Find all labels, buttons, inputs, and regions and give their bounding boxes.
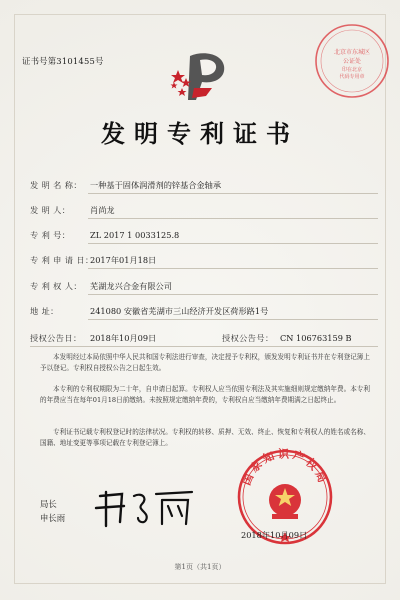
grant-publication-label: 授权公告号： <box>222 333 274 343</box>
signature-role: 局长 <box>40 499 57 509</box>
certificate-number: 证书号第3101455号 <box>22 56 104 66</box>
body-paragraph: 本发明经过本局依照中华人民共和国专利法进行审查，决定授予专利权，颁发发明专利证书并在专利登记簿上予以登记。专利权自授权公告之日起生效。 <box>40 353 370 372</box>
page-number: 第1页（共1页） <box>174 563 226 571</box>
certificate-title: 发明专利证书 <box>101 119 299 148</box>
field-value-inventor: 肖尚龙 <box>90 205 115 215</box>
field-label-patentee: 专 利 权 人： <box>30 281 82 291</box>
corner-stamp-line-4: 代码专用章 <box>339 74 365 80</box>
field-label-invention-name: 发 明 名 称： <box>30 180 82 190</box>
field-value-patentee: 芜湖龙兴合金有限公司 <box>90 281 172 291</box>
field-value-application-date: 2017年01月18日 <box>90 255 157 265</box>
field-label-patent-number: 专 利 号： <box>30 230 71 240</box>
grant-date-label: 授权公告日： <box>30 333 82 343</box>
corner-stamp-line-2: 公证处 <box>342 58 362 65</box>
body-paragraph: 本专利的专利权期限为二十年，自申请日起算。专利权人应当依照专利法及其实施细则规定缴纳年费。本专利的年费应当在每年01月18日前缴纳。未按照规定缴纳年费的，专利权自应当缴纳年费期满之日起终止。 <box>40 385 370 404</box>
field-underline <box>88 268 378 269</box>
field-underline <box>88 243 378 244</box>
field-value-invention-name: 一种基于固体润滑剂的锌基合金轴承 <box>90 180 222 190</box>
field-underline <box>88 319 378 320</box>
issue-date: 2018年10月09日 <box>241 530 308 540</box>
field-underline <box>88 294 378 295</box>
svg-text:国家知识产权局 <box>239 448 330 487</box>
field-underline <box>88 193 378 194</box>
corner-stamp <box>313 22 391 100</box>
patent-office-logo <box>170 48 232 104</box>
field-label-application-date: 专 利 申 请 日： <box>30 255 94 265</box>
grant-publication-value: CN 106763159 B <box>280 333 352 343</box>
signature-printed-name: 申长雨 <box>40 513 66 523</box>
body-paragraph: 专利证书记载专利权登记时的法律状况。专利权的转移、质押、无效、终止、恢复和专利权人的姓名或名称、国籍、地址变更等事项记载在专利登记簿上。 <box>40 428 370 447</box>
corner-stamp-line-1: 北京市东城区 <box>333 49 371 56</box>
field-underline <box>30 346 378 347</box>
seal-text: 国家知识产权局 <box>239 448 331 488</box>
field-value-patent-number: ZL 2017 1 0033125.8 <box>90 230 180 240</box>
field-label-inventor: 发 明 人： <box>30 205 71 215</box>
field-underline <box>88 218 378 219</box>
field-label-address: 地 址： <box>30 306 59 316</box>
field-value-address: 241080 安徽省芜湖市三山经济开发区荷形路1号 <box>90 306 269 316</box>
handwritten-signature <box>92 482 202 532</box>
corner-stamp-line-3: 印在北京 <box>341 67 363 73</box>
grant-date-value: 2018年10月09日 <box>90 333 157 343</box>
